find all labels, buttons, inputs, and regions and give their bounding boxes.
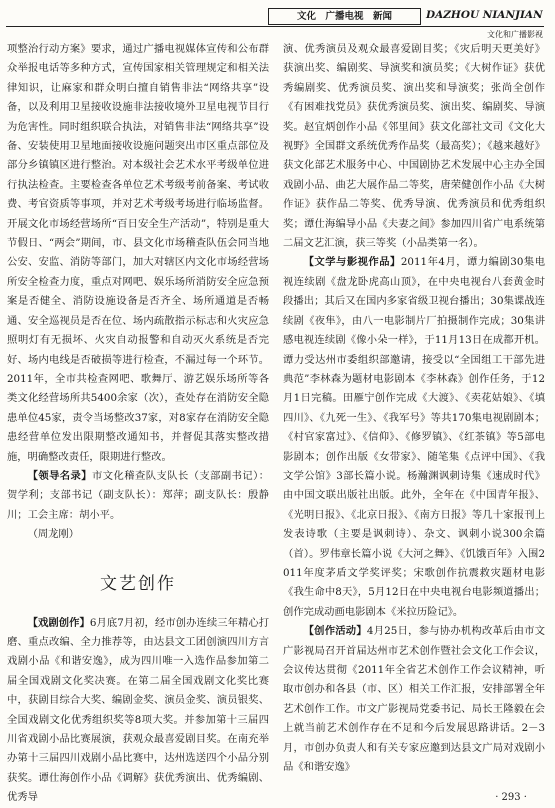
paragraph-literature xyxy=(283,253,545,622)
section-label: 【戏剧创作】 xyxy=(27,616,90,629)
right-column xyxy=(283,40,545,777)
section-label: 【创作活动】 xyxy=(303,625,367,638)
paragraph-leaders xyxy=(7,467,269,525)
left-column xyxy=(7,40,269,808)
paragraph: 项整治行动方案》要求，通过广播电视媒体宣传和公布群众举报电话等多种方式，宣传国家相关管理规定和相关法律知识，让麻家和群众明白擅自销售非法“网络共享”设备，以及利用卫星接收设施非法接收境外卫星电视节目行为危害性。同时组织联合执法，对销售非法“网络共享”设备、安装使用卫星地面接收设施问题突出市区重点部位及部分乡镇镇区进行整治。对本级社会艺术水平考级单位进行执法检查。主要检查各单位艺术考级考前备案、考试收费、考官资质等事项，并对艺术考级考场进行临场监督。开展文化市场经营场所“百日安全生产活动”，特别是重大节假日、“两会”期间，市、县文化市场稽查队伍会同当地公安、安监、消防等部门，加大对辖区内文化市场经营场所安全检查力度，重点对网吧、娱乐场所消防安全应急预案是否健全、消防设施设备是否齐全、场所通道是否畅通、安全巡视员是否在位、场内疏散指示标志和火灾应急照明灯有无损坏、火灾自动报警和自动灭火系统是否完好、场内电线是否破损等进行检查，不漏过每一个环节。2011年，全市共检查网吧、歌舞厅、游艺娱乐场所等各类文化经营场所共5400余家（次），查处存在消防安全隐患单位45家，责令当场整改37家，对8家存在消防安全隐患经营单位发出限期整改通知书，并督促其落实整改措施，明确整改责任，限期进行整改。 xyxy=(7,43,269,463)
paragraph: 演、优秀演员及观众最喜爱剧目奖；《灾后明天更美好》获演出奖、编剧奖、导演奖和演员奖；《大树作证》获优秀编剧奖、优秀演员奖、演出奖和导演奖；张尚全创作《有困难找党员》获优秀演员奖、演出奖、编剧奖、导演奖。赵宜炳创作小品《邻里间》获文化部社文司《文化大视野》全国群文系统优秀作品奖（最高奖）；《越来越好》获文化部艺术服务中心、中国剧协艺术发展中心主办全国戏剧小品、曲艺大展作品二等奖，唐荣健创作小品《大树作证》获作品二等奖、优秀导演、优秀演员和优秀组织奖；谭仕海编导小品《夫妻之间》参加四川省广电系统第二届文艺汇演，获三等奖（小品类第一名）。 xyxy=(283,43,545,250)
paragraph-text: 市文化稽查队支队长（支部副书记）：贺学利；支部书记（副支队长）：郑萍；副支队长：殷静川；工会主席：胡小平。 xyxy=(7,469,269,521)
page-header xyxy=(0,4,555,38)
paragraph-text: 2011年4月，谭力编剧30集电视连续剧《盘龙卧虎高山顶》，在中央电视台八套黄金时段播出；其后又在国内多家省级卫视台播出；30集谍战连续剧《夜隼》，由八一电影制片厂拍摄制作完成；30集讲感电视连续剧《像小朵一样》，于11月13日在成都开机。谭力受达州市委组织部邀请，接受以“全国组工干部先进典范”李林森为题材电影剧本《李林森》创作任务，于12月1日完稿。田雁宁创作完成《大渡》、《卖花姑娘》、《填四川》、《九死一生》、《我军号》等共170集电视剧剧本；《村官家富过》、《信仰》、《修罗镇》、《红茶镇》等5部电影剧本；创作出版《女带家》、随笔集《点评中国》、《我文学公馆》3部长篇小说。杨瀚渊讽刺诗集《速成时代》由中国文联出版社出版。此外，全年在《中国青年报》、《光明日报》、《北京日报》、《南方日报》等几十家报刊上发表诗歌（主要是讽刺诗）、杂文、讽刺小说300余篇（首）。罗伟章长篇小说《大河之舞》、《饥饿百年》入围2011年度茅盾文学奖评奖；宋歌创作抗震救灾题材电影《我生命中8天》，5月12日在中央电视台电影频道播出；创作完成动画电影剧本《米拉历险记》。 xyxy=(283,256,546,618)
byline: （周龙刚） xyxy=(27,528,80,541)
header-subsection: 文化和广播影视 xyxy=(487,30,543,39)
paragraph-text: 4月25日，参与协办机构改革后由市文广影视局召开首届达州市艺术创作暨社会文化工作会议，会议传达贯彻《2011年全省艺术创作工作会议精神，听取市创办和各县（市、区）相关工作汇报，安排部署全年艺术创作工作。市文广影视局党委书记、局长王隆毅在会上就当前艺术创作存在不足和今后发展思路讲话。2－3月，市创办负责人和有关专家应邀到达县文广局对戏剧小品《和谐安逸》 xyxy=(283,625,546,774)
header-sections: 文化 广播电视 新闻 xyxy=(268,8,421,25)
page-number: · 293 · xyxy=(495,792,527,803)
section-title: 文艺创作 xyxy=(100,573,176,594)
paragraph-activities xyxy=(283,622,545,777)
header-rule xyxy=(6,26,544,27)
paragraph-text: 6月底7月初，经市创办连续三年精心打磨、重点改编、全力推荐等，由达县文工团创演四川方言戏剧小品《和谐安逸》，成为四川唯一入选作品参加第二届全国戏剧文化奖决赛。在第二届全国戏剧文化奖比赛中，获剧目综合大奖、编剧金奖、演员金奖、演员银奖、全国戏剧文化优秀组织奖等8项大奖。并参加第十三届四川省戏剧小品比赛展演，获观众最喜爱剧目奖。在南充举办第十三届四川戏剧小品比赛中，达州选送四个小品分别获奖。谭仕海创作小品《调解》获优秀演出、优秀编剧、优秀导 xyxy=(7,616,270,804)
header-brand: DAZHOU NIANJIAN xyxy=(426,9,543,21)
section-label: 【文学与影视作品】 xyxy=(303,256,401,269)
section-label: 【领导名录】 xyxy=(27,469,93,482)
paragraph-drama xyxy=(7,614,269,808)
